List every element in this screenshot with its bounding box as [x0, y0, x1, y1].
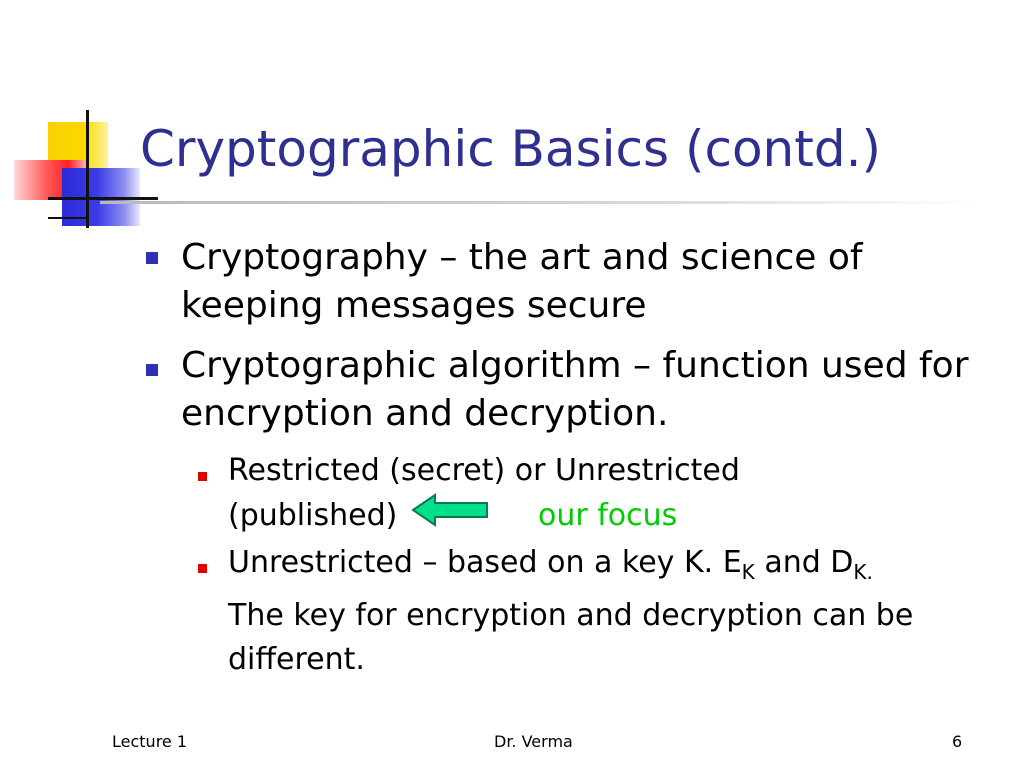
subbullet-restricted	[228, 449, 998, 540]
subbullet-marker	[198, 472, 207, 481]
bullet-marker	[146, 252, 158, 264]
logo-horizontal-line	[48, 197, 158, 200]
left-arrow-icon	[411, 493, 489, 540]
bullet-cryptographic-algorithm: Cryptographic algorithm – function used for encryption and decryption.	[181, 345, 969, 434]
bullet-cryptography: Cryptography – the art and science of keeping messages secure	[181, 237, 863, 326]
bullet-marker	[146, 364, 158, 376]
our-focus-note: our focus	[537, 498, 678, 533]
footer-page-number: 6	[952, 732, 963, 751]
subscript-k-decrypt: K.	[853, 560, 873, 584]
footer-author: Dr. Verma	[494, 732, 573, 751]
subbullet-unrestricted-mid: and D	[754, 545, 854, 580]
subbullet-unrestricted-prefix: Unrestricted – based on a key K. E	[228, 545, 742, 580]
subbullet-marker	[198, 564, 207, 573]
logo-vertical-line	[86, 110, 89, 228]
footer-lecture: Lecture 1	[112, 732, 188, 751]
subbullet-unrestricted-rest: The key for encryption and decryption can be different.	[228, 598, 914, 677]
slide-title: Cryptographic Basics (contd.)	[140, 120, 881, 178]
subbullet-restricted-line2: (published)	[228, 498, 398, 533]
subbullet-unrestricted	[228, 541, 998, 682]
subscript-k-encrypt: K	[741, 560, 755, 584]
title-underline	[100, 201, 980, 204]
subbullet-restricted-line1: Restricted (secret) or Unrestricted	[228, 453, 740, 488]
logo-horizontal-line-short	[48, 217, 88, 219]
